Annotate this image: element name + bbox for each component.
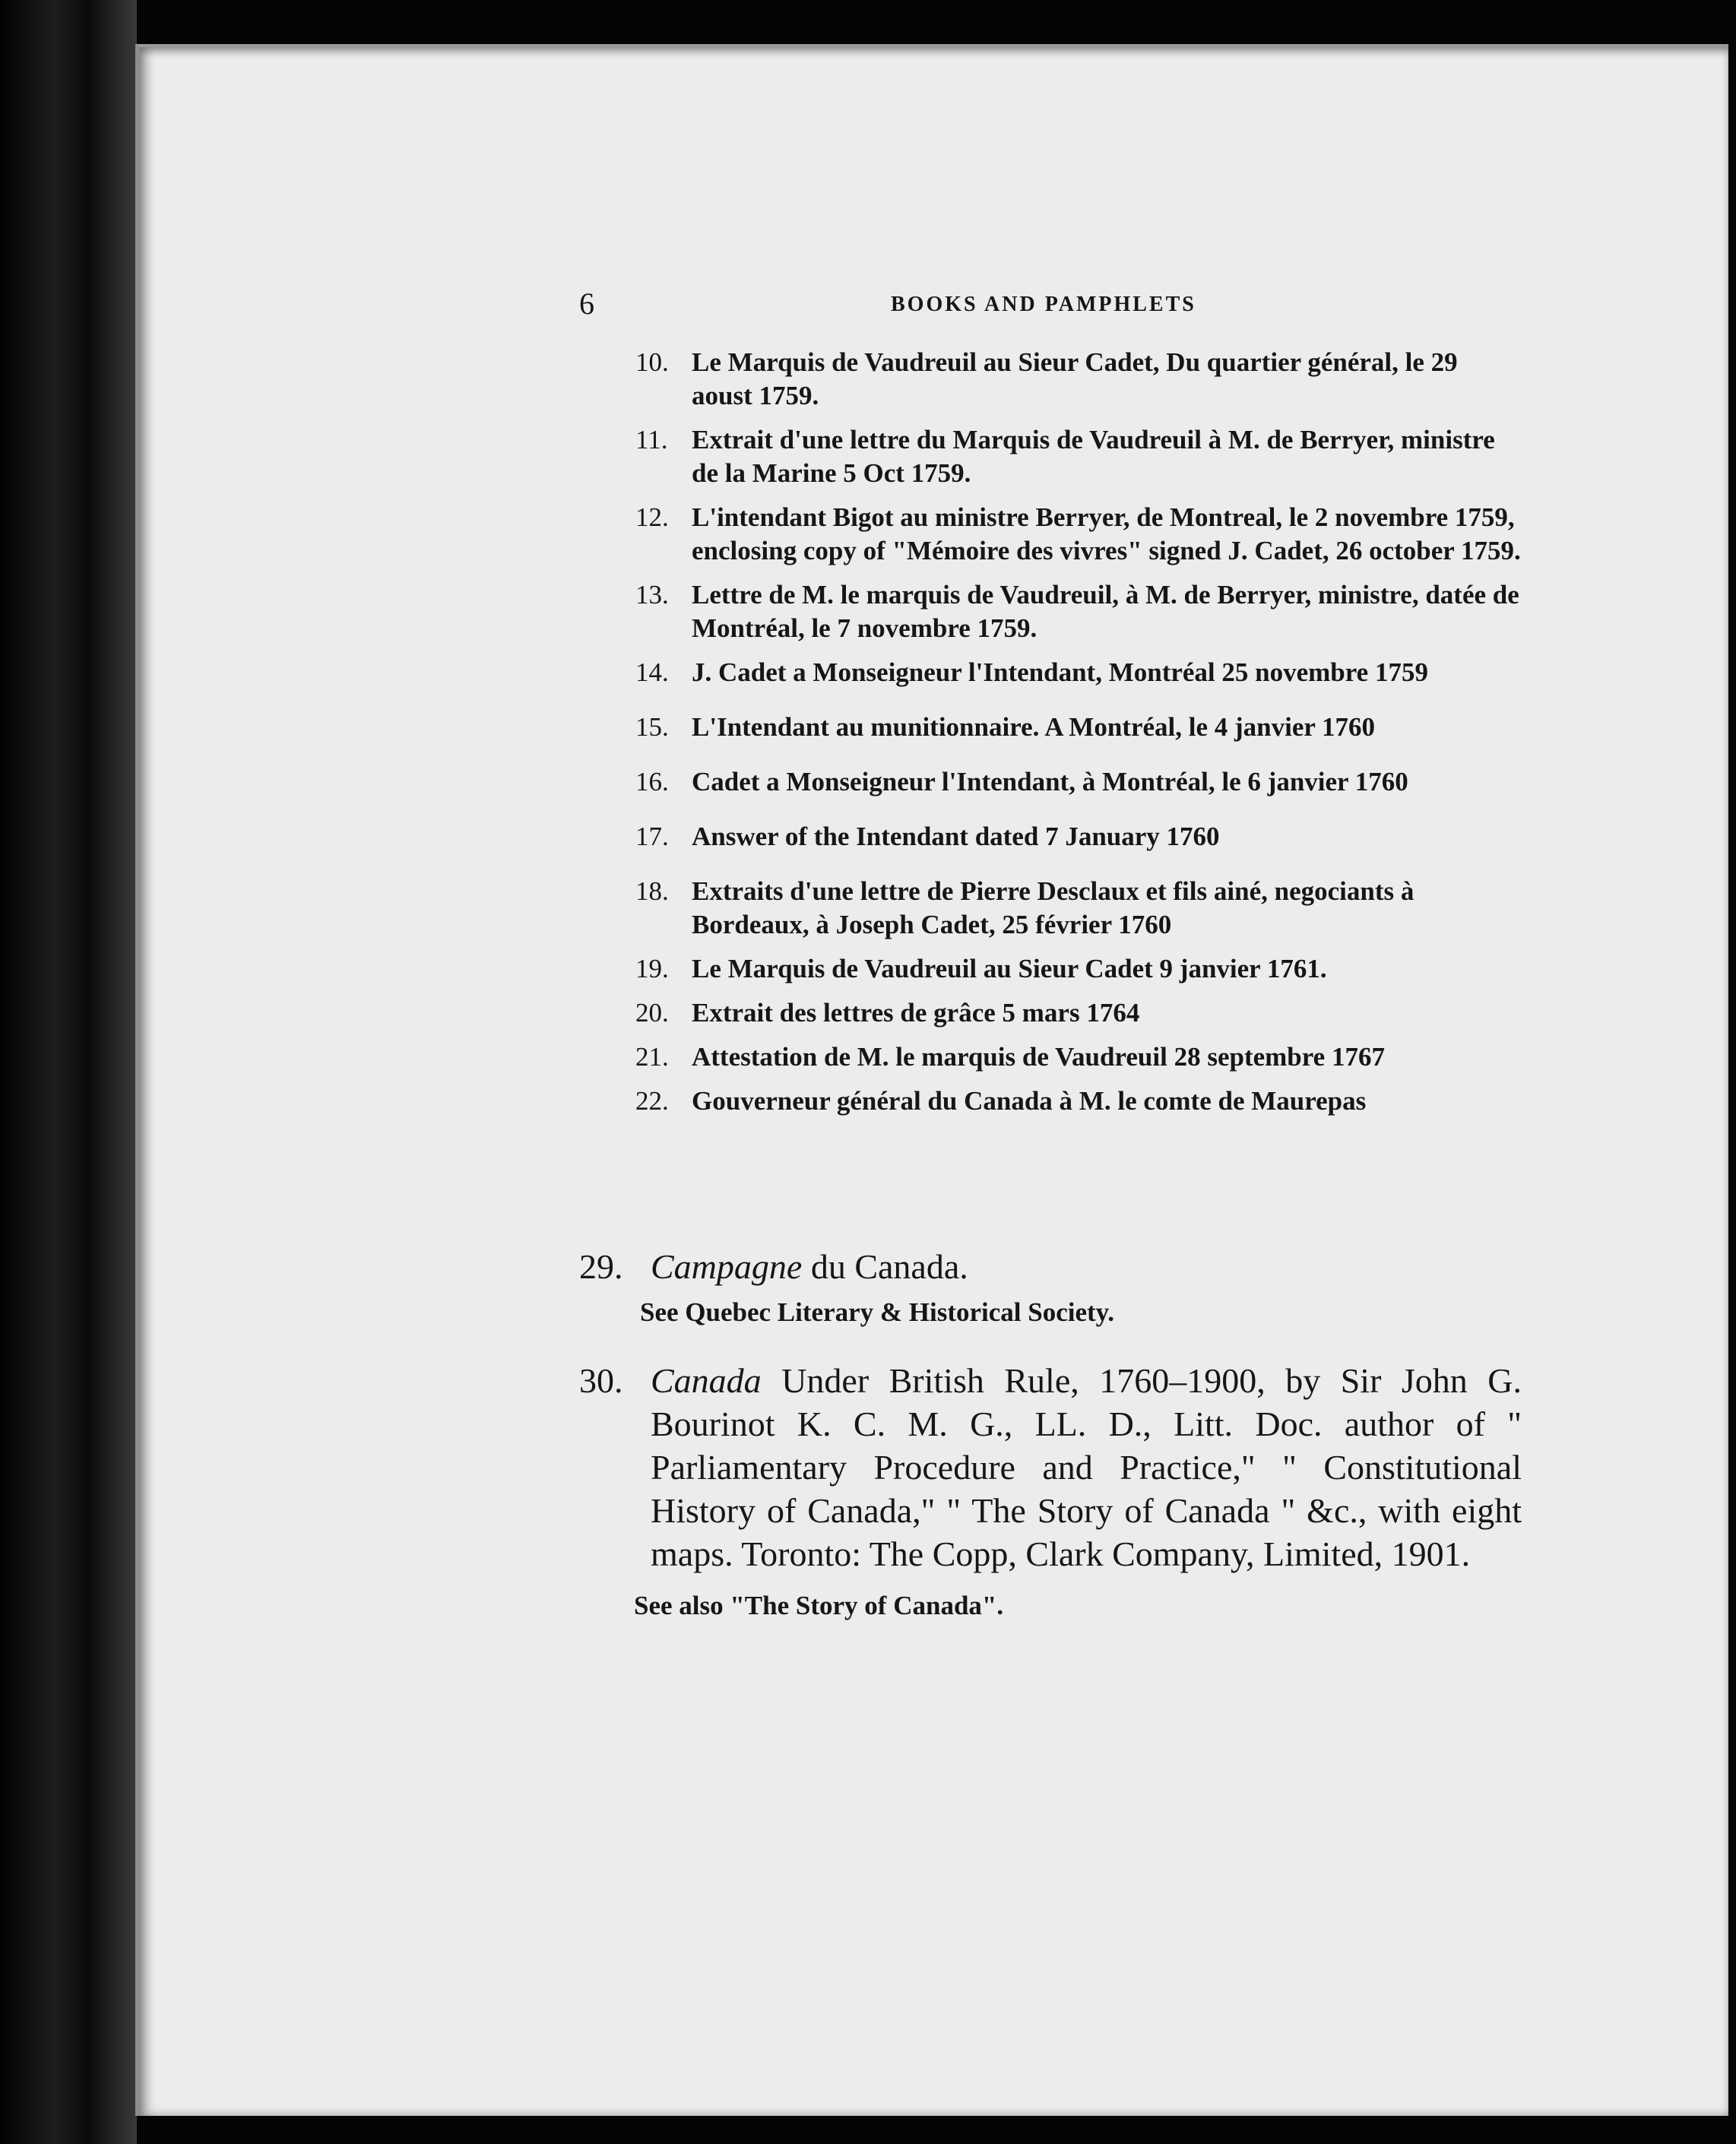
entry-note: See Quebec Literary & Historical Society. (640, 1297, 1115, 1327)
document-sublist (635, 346, 1525, 1118)
item-number: 10. (635, 347, 669, 377)
item-text: Lettre de M. le marquis de Vaudreuil, à M. de Berryer, ministre, datée de Montréal, le 7 novembre 1759. (692, 580, 1519, 643)
item-number: 16. (635, 767, 669, 796)
item-number: 20. (635, 998, 669, 1028)
running-head: BOOKS AND PAMPHLETS (891, 293, 1196, 316)
entry-title (579, 1245, 1522, 1288)
item-number: 14. (635, 657, 669, 687)
item-text: Le Marquis de Vaudreuil au Sieur Cadet, Du quartier général, le 29 aoust 1759. (692, 347, 1458, 410)
item-number: 13. (635, 580, 669, 610)
item-text: Extraits d'une lettre de Pierre Desclaux et fils ainé, negociants à Bordeaux, à Joseph Cadet, 25 février 1760 (692, 876, 1414, 939)
catalog-entry (579, 1245, 1522, 1329)
item-number: 22. (635, 1086, 669, 1116)
page-number: 6 (579, 287, 594, 321)
entry-title (579, 1359, 1522, 1576)
item-text: J. Cadet a Monseigneur l'Intendant, Montréal 25 novembre 1759 (692, 657, 1428, 687)
list-item (635, 501, 1525, 568)
list-item (635, 952, 1525, 986)
list-item (635, 1085, 1525, 1118)
item-text: L'Intendant au munitionnaire. A Montréal, le 4 janvier 1760 (692, 712, 1376, 742)
page-header (579, 281, 1523, 327)
list-item (635, 765, 1525, 799)
entry-number: 29. (579, 1247, 623, 1286)
item-text: Gouverneur général du Canada à M. le comte de Maurepas (692, 1086, 1367, 1116)
item-text: Le Marquis de Vaudreuil au Sieur Cadet 9 janvier 1761. (692, 954, 1327, 983)
item-text: L'intendant Bigot au ministre Berryer, de Montreal, le 2 novembre 1759, enclosing copy of "Mémoire des vivres" signed J. Cadet, 26 october 1759. (692, 502, 1521, 565)
item-number: 19. (635, 954, 669, 983)
item-text: Attestation de M. le marquis de Vaudreuil 28 septembre 1767 (692, 1042, 1385, 1072)
book-spine-shadow (0, 0, 137, 2144)
list-item (635, 1040, 1525, 1074)
item-number: 15. (635, 712, 669, 742)
item-text: Extrait d'une lettre du Marquis de Vaudreuil à M. de Berryer, ministre de la Marine 5 Oct 1759. (692, 425, 1495, 488)
list-item (635, 656, 1525, 689)
entry-note: See also "The Story of Canada". (634, 1591, 1004, 1620)
list-item (635, 711, 1525, 744)
entry-title-rest: du Canada. (802, 1247, 968, 1286)
item-number: 18. (635, 876, 669, 906)
item-text: Answer of the Intendant dated 7 January 1760 (692, 822, 1220, 851)
item-number: 12. (635, 502, 669, 532)
list-item (635, 820, 1525, 853)
list-item (635, 423, 1525, 490)
item-number: 21. (635, 1042, 669, 1072)
item-text: Cadet a Monseigneur l'Intendant, à Montréal, le 6 janvier 1760 (692, 767, 1408, 796)
list-item (635, 875, 1525, 942)
list-item (635, 346, 1525, 413)
entry-title-italic: Canada (651, 1361, 762, 1400)
item-number: 11. (635, 425, 668, 454)
catalog-entry (579, 1359, 1522, 1623)
item-number: 17. (635, 822, 669, 851)
item-text: Extrait des lettres de grâce 5 mars 1764 (692, 998, 1140, 1028)
list-item (635, 578, 1525, 645)
entry-title-rest: Under British Rule, 1760–1900, by Sir John G. Bourinot K. C. M. G., LL. D., Litt. Doc. author of " Parliamentary Procedure and Practice," " Constitutional History of Canada," " The Story of Canada " &c., with eight maps. Toronto: The Copp, Clark Company, Limited, 1901. (651, 1361, 1522, 1573)
entry-number: 30. (579, 1361, 623, 1400)
list-item (635, 996, 1525, 1030)
entry-title-italic: Campagne (651, 1247, 803, 1286)
